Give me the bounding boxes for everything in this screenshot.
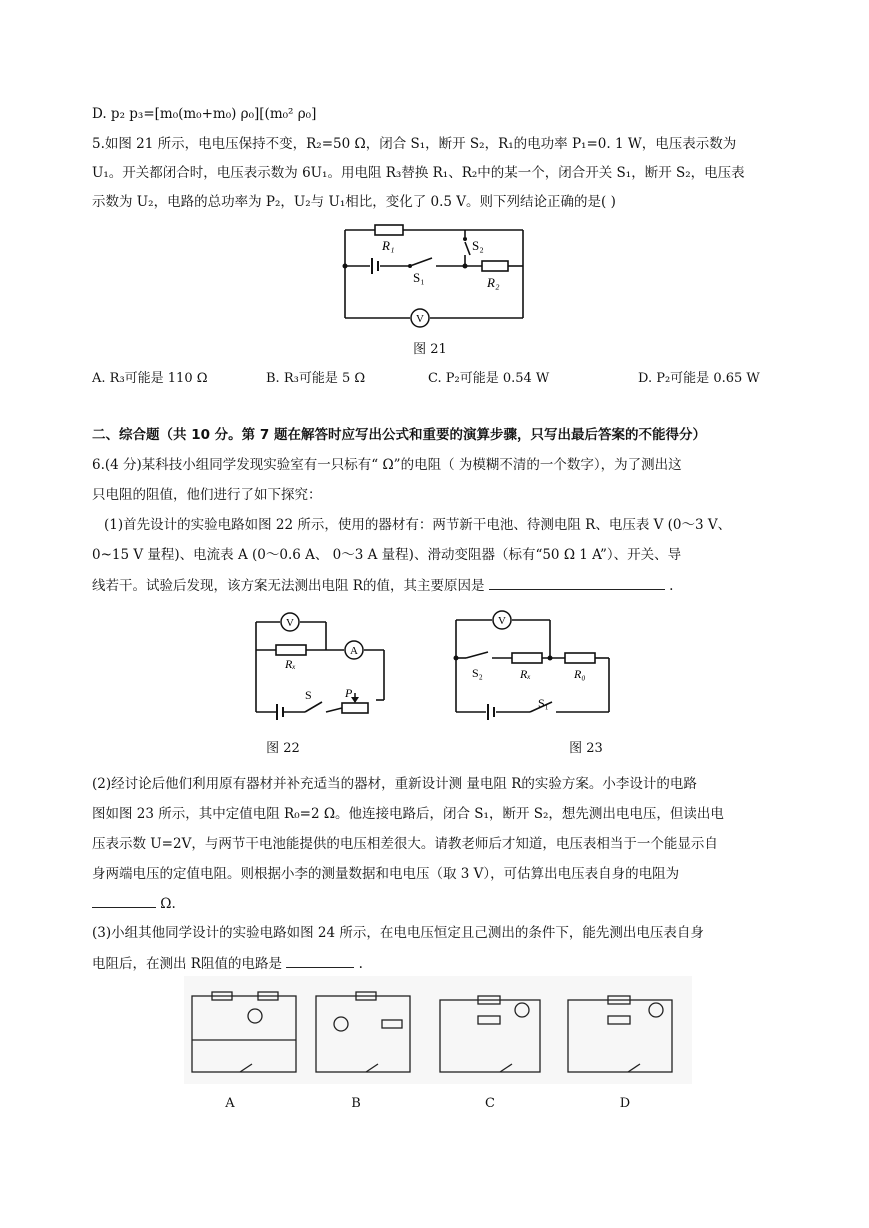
figure-23-caption: 图 23	[569, 741, 603, 756]
q6-line-12-text: 电阻后，在测出 R阻值的电路是	[92, 956, 282, 972]
q6-line-10-unit: Ω.	[160, 896, 176, 912]
figure-21-caption: 图 21	[413, 342, 447, 357]
q5-line-3: 示数为 U₂，电路的总功率为 P₂，U₂与 U₁相比，变化了 0.5 V。则下列结论正确的是( )	[92, 194, 616, 210]
option-5-a: A. R₃可能是 110 Ω	[92, 371, 208, 386]
fig22-voltmeter-label: V	[286, 617, 294, 629]
fig23-r0-label: R₀	[574, 667, 586, 681]
q6-line-1: 6.(4 分)某科技小组同学发现实验室有一只标有“ Ω”的电阻（ 为模糊不清的一个数字），为了测出这	[92, 457, 682, 473]
fig21-r2-label: R₂	[487, 275, 500, 290]
q6-line-8: 压表示数 U=2V，与两节干电池能提供的电压相差很大。请教老师后才知道，电压表相当于一个能显示自	[92, 836, 718, 852]
fig22-rx-label: Rₓ	[285, 657, 296, 671]
q6-line-5-text: 线若干。试验后发现，该方案无法测出电阻 R的值，其主要原因是	[92, 578, 485, 594]
figure-24-label-b: B	[351, 1096, 361, 1111]
option-5-b: B. R₃可能是 5 Ω	[266, 371, 366, 386]
q6-line-6: (2)经讨论后他们利用原有器材并补充适当的器材，重新设计测 量电阻 R的实验方案。小李设计的电路	[92, 776, 697, 792]
fig21-voltmeter-label: V	[416, 313, 424, 325]
q6-line-2: 只电阻的阻值，他们进行了如下探究：	[92, 487, 322, 503]
q6-line-11: (3)小组其他同学设计的实验电路如图 24 所示，在电电压恒定且己测出的条件下，能先测出电压表自身	[92, 925, 704, 941]
fig22-p-label: P	[345, 686, 353, 700]
q5-line-2: U₁。开关都闭合时，电压表示数为 6U₁。用电阻 R₃替换 R₁、R₂中的某一个，闭合开关 S₁，断开 S₂，电压表	[92, 165, 745, 181]
fig23-s1-label: S₁	[538, 696, 549, 710]
fig22-ammeter-label: A	[350, 645, 358, 657]
q6-line-3: (1)首先设计的实验电路如图 22 所示，使用的器材有：两节新干电池、待测电阻 R、电压表 V (0～3 V、	[104, 517, 732, 533]
fig23-rx-label: Rₓ	[520, 667, 531, 681]
fig21-s2-label: S₂	[472, 238, 484, 253]
fig21-s1-label: S₁	[413, 270, 425, 285]
figure-24-label-d: D	[619, 1096, 631, 1111]
q5-line-1: 5.如图 21 所示，电电压保持不变，R₂=50 Ω，闭合 S₁，断开 S₂，R₁的电功率 P₁=0. 1 W，电压表示数为	[92, 136, 737, 152]
fig21-r1-label: R₁	[382, 238, 395, 253]
figure-22-caption: 图 22	[266, 741, 300, 756]
q6-line-12-period: .	[358, 956, 363, 972]
option-5-c: C. P₂可能是 0.54 W	[428, 371, 550, 386]
figure-24-label-a: A	[225, 1096, 235, 1111]
fig23-voltmeter-label: V	[498, 615, 506, 627]
q6-line-9: 身两端电压的定值电阻。则根据小李的测量数据和电电压（取 3 V），可估算出电压表自身的电阻为	[92, 866, 680, 882]
figure-24-label-c: C	[485, 1096, 495, 1111]
section-2-heading: 二、综合题（共 10 分。第 7 题在解答时应写出公式和重要的演算步骤，只写出最后答案的不能得分）	[92, 427, 706, 443]
q6-line-7: 图如图 23 所示，其中定值电阻 R₀=2 Ω。他连接电路后，闭合 S₁，断开 S₂，想先测出电电压，但读出电	[92, 806, 724, 822]
q6-line-4: 0~15 V 量程)、电流表 A (0～0.6 A、 0～3 A 量程)、滑动变阻器（标有“50 Ω 1 A”）、开关、导	[92, 547, 682, 563]
fig22-s-label: S	[305, 688, 312, 702]
fig23-s2-label: S₂	[472, 666, 483, 680]
d-option-line: D. p₂ p₃=[m₀(m₀+m₀) ρ₀][(m₀² ρ₀]	[92, 106, 317, 122]
option-5-d: D. P₂可能是 0.65 W	[638, 371, 760, 386]
q6-line-5-period: .	[669, 578, 674, 594]
